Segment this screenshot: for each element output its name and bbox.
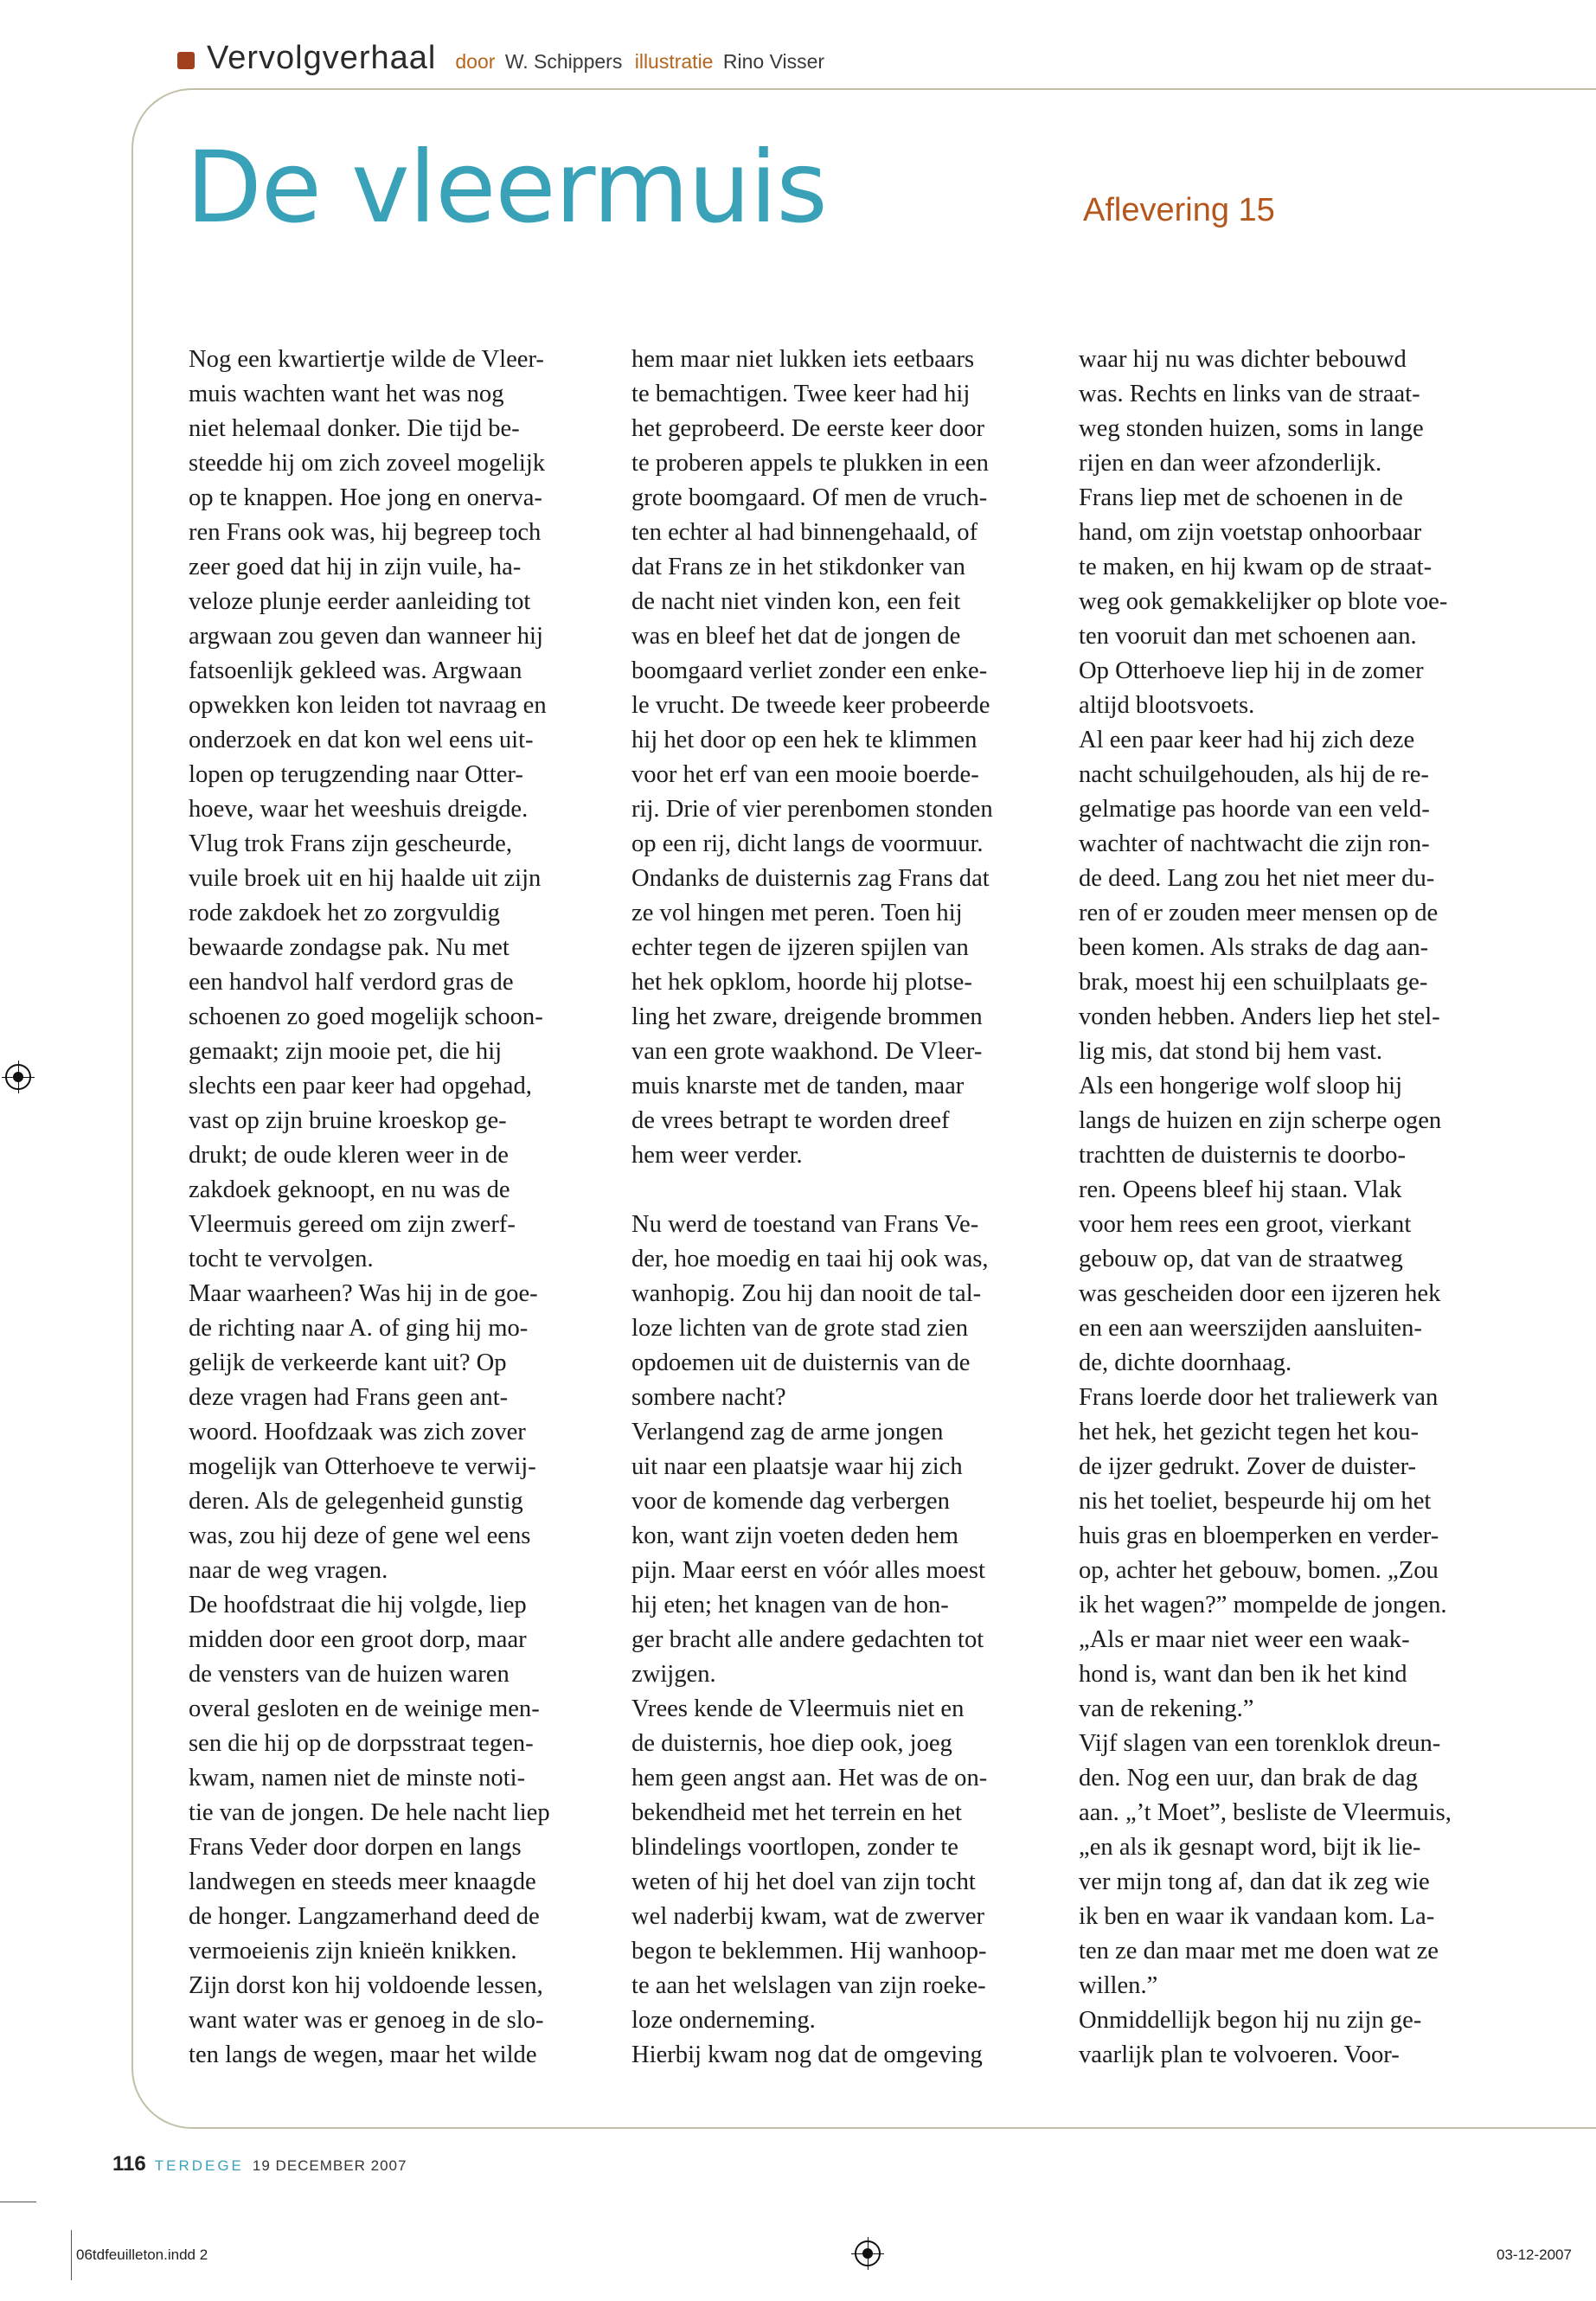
text-line: „Als er maar niet weer een waak- [1079,1626,1410,1653]
text-line: nacht schuilgehouden, als hij de re- [1079,761,1429,788]
text-line: overal gesloten en de weinige men- [189,1695,540,1722]
text-line: Verlangend zag de arme jongen [631,1419,944,1445]
text-line: voor de komende dag verbergen [631,1488,950,1515]
text-line: tie van de jongen. De hele nacht liep [189,1799,550,1826]
text-line: ten echter al had binnengehaald, of [631,519,978,546]
text-line: de vrees betrapt te worden dreef [631,1107,950,1134]
text-line: vonden hebben. Anders liep het stel- [1079,1003,1440,1030]
text-line: Zijn dorst kon hij voldoende lessen, [189,1972,543,1999]
text-line: Nu werd de toestand van Frans Ve- [631,1211,979,1238]
text-line: uit naar een plaatsje waar hij zich [631,1453,963,1480]
text-line: deren. Als de gelegenheid gunstig [189,1488,523,1515]
text-line: ren. Opeens bleef hij staan. Vlak [1079,1176,1402,1203]
text-line: blindelings voortlopen, zonder te [631,1834,958,1861]
text-line: Vlug trok Frans zijn gescheurde, [189,830,513,857]
text-line: muis knarste met de tanden, maar [631,1073,965,1099]
text-line: ik ben en waar ik vandaan kom. La- [1079,1903,1435,1930]
text-line: hoeve, waar het weeshuis dreigde. [189,796,529,823]
registration-mark-icon [855,2240,881,2266]
text-column-1 [189,343,608,2073]
text-line: muis wachten want het was nog [189,381,504,407]
text-line: opdoemen uit de duisternis van de [631,1349,971,1376]
text-line: nis het toeliet, bespeurde hij om het [1079,1488,1432,1515]
text-line: gebouw op, dat van de straatweg [1079,1246,1403,1272]
text-line: Vleermuis gereed om zijn zwerf- [189,1211,516,1238]
text-line: midden door een groot dorp, maar [189,1626,527,1653]
text-line: zwijgen. [631,1661,716,1688]
text-line: zeer goed dat hij in zijn vuile, ha- [189,554,522,580]
text-line: rode zakdoek het zo zorgvuldig [189,900,500,926]
text-line: Vrees kende de Vleermuis niet en [631,1695,965,1722]
text-line: tocht te vervolgen. [189,1246,374,1272]
author-name: W. Schippers [504,50,623,73]
text-line: echter tegen de ijzeren spijlen van [631,934,969,961]
text-line: Al een paar keer had hij zich deze [1079,727,1415,753]
text-line: Frans liep met de schoenen in de [1079,484,1403,511]
text-line: lopen op terugzending naar Otter- [189,761,523,788]
text-line: ling het zware, dreigende brommen [631,1003,983,1030]
text-line: „en als ik gesnapt word, bijt ik lie- [1079,1834,1421,1861]
paragraph-gap [631,1173,1051,1208]
text-column-3 [1079,343,1498,2073]
text-line: Frans loerde door het traliewerk van [1079,1384,1439,1411]
text-line: deze vragen had Frans geen ant- [189,1384,509,1411]
section-header [177,40,831,83]
text-line: en een aan weerszijden aansluiten- [1079,1315,1422,1342]
text-line: vast op zijn bruine kroeskop ge- [189,1107,507,1134]
text-line: was, zou hij deze of gene wel eens [189,1522,531,1549]
text-line: het hek opklom, hoorde hij plotse- [631,969,972,996]
text-line: grote boomgaard. Of men de vruch- [631,484,988,511]
print-slug-date: 03-12-2007 [1497,2247,1572,2263]
page-footer [112,2152,407,2176]
text-line: de deed. Lang zou het niet meer du- [1079,865,1435,892]
text-line: de richting naar A. of ging hij mo- [189,1315,529,1342]
text-line: dat Frans ze in het stikdonker van [631,554,965,580]
text-line: ten langs de wegen, maar het wilde [189,2041,537,2068]
text-line: Onmiddellijk begon hij nu zijn ge- [1079,2007,1422,2034]
text-line: lig mis, dat stond bij hem vast. [1079,1038,1383,1065]
text-line: brak, moest hij een schuilplaats ge- [1079,969,1428,996]
text-line: woord. Hoofdzaak was zich zover [189,1419,526,1445]
text-line: kwam, namen niet de minste noti- [189,1765,526,1791]
text-line: ten ze dan maar met me doen wat ze [1079,1938,1439,1965]
text-line: wanhopig. Zou hij dan nooit de tal- [631,1280,982,1307]
text-line: de vensters van de huizen waren [189,1661,510,1688]
text-line: gemaakt; zijn mooie pet, die hij [189,1038,503,1065]
text-line: een handvol half verdord gras de [189,969,514,996]
text-line: le vrucht. De tweede keer probeerde [631,692,990,719]
text-line: zakdoek geknoopt, en nu was de [189,1176,510,1203]
text-line: begon te beklemmen. Hij wanhoop- [631,1938,987,1965]
text-line: Vijf slagen van een torenklok dreun- [1079,1730,1441,1757]
crop-mark [71,2230,72,2280]
text-line: drukt; de oude kleren weer in de [189,1142,509,1169]
text-line: was en bleef het dat de jongen de [631,623,961,650]
text-line: boomgaard verliet zonder een enke- [631,657,988,684]
text-line: naar de weg vragen. [189,1557,388,1584]
text-line: loze lichten van de grote stad zien [631,1315,969,1342]
text-line: te maken, en hij kwam op de straat- [1079,554,1433,580]
text-line: voor het erf van een mooie boerde- [631,761,979,788]
text-line: ren of er zouden meer mensen op de [1079,900,1439,926]
text-line: kon, want zijn voeten deden hem [631,1522,958,1549]
text-line: van de rekening.” [1079,1695,1254,1722]
text-line: willen.” [1079,1972,1158,1999]
text-line: been komen. Als straks de dag aan- [1079,934,1429,961]
text-line: sen die hij op de dorpsstraat tegen- [189,1730,534,1757]
text-line: op te knappen. Hoe jong en onerva- [189,484,542,511]
section-bullet-icon [177,52,195,69]
text-line: de honger. Langzamerhand deed de [189,1903,540,1930]
text-line: was gescheiden door een ijzeren hek [1079,1280,1441,1307]
author-label: door [455,50,496,73]
text-line: vaarlijk plan te volvoeren. Voor- [1079,2041,1400,2068]
text-line: de nacht niet vinden kon, een feit [631,588,961,615]
text-line: ten vooruit dan met schoenen aan. [1079,623,1417,650]
text-line: de, dichte doornhaag. [1079,1349,1292,1376]
text-line: Op Otterhoeve liep hij in de zomer [1079,657,1424,684]
text-line: Maar waarheen? Was hij in de goe- [189,1280,538,1307]
text-line: hem maar niet lukken iets eetbaars [631,346,975,373]
text-line: steedde hij om zich zoveel mogelijk [189,450,546,477]
text-line: hand, om zijn voetstap onhoorbaar [1079,519,1422,546]
text-line: waar hij nu was dichter bebouwd [1079,346,1407,373]
text-line: hij het door op een hek te klimmen [631,727,977,753]
text-line: want water was er genoeg in de slo- [189,2007,544,2034]
text-line: loze onderneming. [631,2007,816,2034]
text-line: onderzoek en dat kon wel eens uit- [189,727,534,753]
text-line: vuile broek uit en hij haalde uit zijn [189,865,542,892]
text-line: het hek, het gezicht tegen het kou- [1079,1419,1420,1445]
text-line: te proberen appels te plukken in een [631,450,989,477]
illustrator-label: illustratie [634,50,714,73]
text-line: ren Frans ook was, hij begreep toch [189,519,542,546]
text-line: aan. „’t Moet”, besliste de Vleermuis, [1079,1799,1452,1826]
text-line: mogelijk van Otterhoeve te verwij- [189,1453,536,1480]
page-number: 116 [112,2152,146,2176]
text-line: niet helemaal donker. Die tijd be- [189,415,520,442]
illustrator-name: Rino Visser [722,50,825,73]
text-line: Frans Veder door dorpen en langs [189,1834,522,1861]
article-title: De vleermuis [186,130,827,245]
text-line: bekendheid met het terrein en het [631,1799,962,1826]
text-line: van een grote waakhond. De Vleer- [631,1038,983,1065]
text-line: der, hoe moedig en taai hij ook was, [631,1246,989,1272]
text-line: de ijzer gedrukt. Zover de duister- [1079,1453,1417,1480]
text-line: Als een hongerige wolf sloop hij [1079,1073,1403,1099]
episode-label: Aflevering 15 [1083,192,1275,228]
text-line: te bemachtigen. Twee keer had hij [631,381,971,407]
print-slug-file: 06tdfeuilleton.indd 2 [76,2247,208,2263]
text-line: gelmatige pas hoorde van een veld- [1079,796,1430,823]
text-line: weg ook gemakkelijker op blote voe- [1079,588,1448,615]
text-line: bewaarde zondagse pak. Nu met [189,934,510,961]
text-line: opwekken kon leiden tot navraag en [189,692,547,719]
text-line: fatsoenlijk gekleed was. Argwaan [189,657,522,684]
text-line: altijd blootsvoets. [1079,692,1255,719]
text-line: rijen en dan weer afzonderlijk. [1079,450,1382,477]
text-line: voor hem rees een groot, vierkant [1079,1211,1412,1238]
registration-mark-icon [5,1064,31,1090]
text-line: weten of hij het doel van zijn tocht [631,1868,976,1895]
text-line: ger bracht alle andere gedachten tot [631,1626,984,1653]
text-line: hond is, want dan ben ik het kind [1079,1661,1407,1688]
text-line: landwegen en steeds meer knaagde [189,1868,536,1895]
credits [455,50,831,74]
text-line: langs de huizen en zijn scherpe ogen [1079,1107,1442,1134]
text-line: was. Rechts en links van de straat- [1079,381,1420,407]
text-line: op, achter het gebouw, bomen. „Zou [1079,1557,1439,1584]
text-line: wachter of nachtwacht die zijn ron- [1079,830,1430,857]
text-line: huis gras en bloemperken en verder- [1079,1522,1439,1549]
text-line: vermoeienis zijn knieën knikken. [189,1938,517,1965]
text-line: te aan het welslagen van zijn roeke- [631,1972,986,1999]
magazine-name: TERDEGE [154,2157,244,2174]
text-line: slechts een paar keer had opgehad, [189,1073,532,1099]
text-line: de duisternis, hoe diep ook, joeg [631,1730,952,1757]
text-column-2 [631,343,1051,2073]
text-line: het geprobeerd. De eerste keer door [631,415,985,442]
text-line: schoenen zo goed mogelijk schoon- [189,1003,543,1030]
text-line: Nog een kwartiertje wilde de Vleer- [189,346,544,373]
section-label: Vervolgverhaal [207,40,437,76]
text-line: weg stonden huizen, soms in lange [1079,415,1424,442]
text-line: veloze plunje eerder aanleiding tot [189,588,531,615]
text-line: pijn. Maar eerst en vóór alles moest [631,1557,985,1584]
text-line: Hierbij kwam nog dat de omgeving [631,2041,983,2068]
text-line: sombere nacht? [631,1384,786,1411]
text-line: op een rij, dicht langs de voormuur. [631,830,984,857]
text-line: gelijk de verkeerde kant uit? Op [189,1349,507,1376]
issue-date: 19 DECEMBER 2007 [252,2157,407,2174]
text-line: rij. Drie of vier perenbomen stonden [631,796,993,823]
text-line: hem geen angst aan. Het was de on- [631,1765,988,1791]
text-line: hem weer verder. [631,1142,803,1169]
text-line: ik het wagen?” mompelde de jongen. [1079,1592,1447,1618]
text-line: ver mijn tong af, dan dat ik zeg wie [1079,1868,1430,1895]
text-line: hij eten; het knagen van de hon- [631,1592,949,1618]
text-line: De hoofdstraat die hij volgde, liep [189,1592,527,1618]
text-line: wel naderbij kwam, wat de zwerver [631,1903,985,1930]
text-line: den. Nog een uur, dan brak de dag [1079,1765,1418,1791]
text-line: trachtten de duisternis te doorbo- [1079,1142,1406,1169]
text-line: Ondanks de duisternis zag Frans dat [631,865,990,892]
text-line: argwaan zou geven dan wanneer hij [189,623,543,650]
text-line: ze vol hingen met peren. Toen hij [631,900,963,926]
